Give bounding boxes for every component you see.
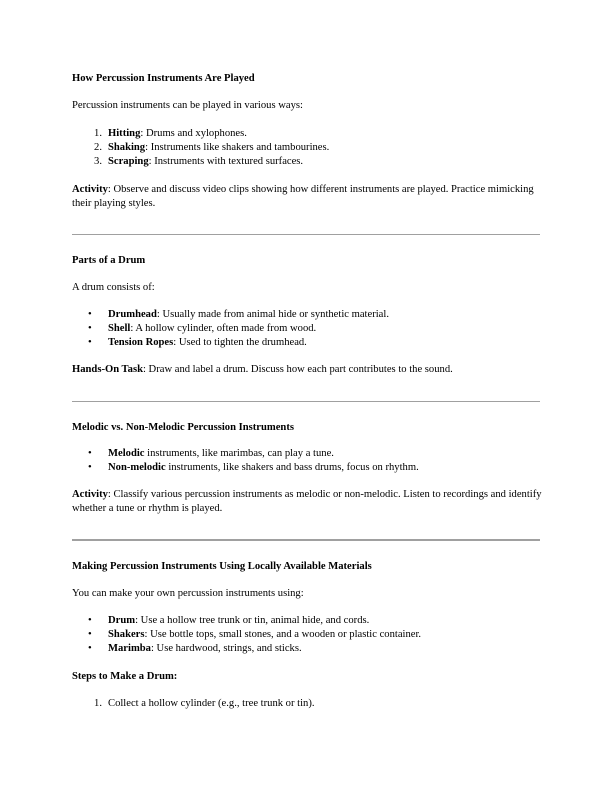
list-item (72, 336, 542, 350)
horizontal-divider (72, 401, 540, 402)
list-text: instruments, like marimbas, can play a tune. (144, 448, 334, 459)
list-text: : Use hardwood, strings, and sticks. (150, 642, 302, 654)
section-heading-making-instruments: Making Percussion Instruments Using Locally Available Materials (72, 561, 372, 572)
bullet-icon: • (88, 448, 92, 459)
list-text: : A hollow cylinder, often made from wood. (130, 322, 317, 334)
list-term: Scraping (108, 155, 149, 167)
horizontal-divider (72, 539, 540, 541)
bullet-list-drum-parts (72, 308, 542, 350)
list-text: : Instruments like shakers and tambourines. (145, 141, 330, 153)
list-term: Shakers (108, 628, 145, 640)
list-item (72, 628, 542, 642)
list-term: Marimba (108, 642, 151, 654)
task-label: Hands-On Task (72, 364, 143, 375)
list-term: Hitting (108, 128, 141, 139)
list-item (72, 308, 542, 322)
list-term: Melodic (108, 448, 145, 459)
list-term: Shell (108, 322, 131, 334)
bullet-icon: • (88, 628, 92, 640)
list-term: Shaking (108, 141, 146, 153)
list-term: Non-melodic (108, 461, 166, 473)
activity-label: Activity (72, 184, 108, 195)
list-term: Drum (108, 615, 136, 626)
bullet-icon: • (88, 642, 92, 654)
activity-paragraph-2 (72, 488, 542, 515)
list-item (72, 322, 542, 336)
bullet-list-materials (72, 614, 542, 656)
list-item (72, 155, 542, 169)
bullet-icon: • (88, 461, 92, 473)
activity-label: Activity (72, 489, 108, 500)
section-intro-how-played: Percussion instruments can be played in various ways: (72, 100, 303, 111)
numbered-list-playing-methods (72, 127, 542, 169)
list-marker: 3. (94, 155, 102, 167)
list-term: Tension Ropes (108, 336, 174, 348)
list-item (72, 141, 542, 155)
hands-on-task-paragraph (72, 363, 542, 377)
list-item (72, 127, 542, 141)
list-item (72, 447, 542, 461)
horizontal-divider (72, 234, 540, 235)
section-intro-making-instruments: You can make your own percussion instruments using: (72, 588, 304, 599)
task-text: : Draw and label a drum. Discuss how each part contributes to the sound. (142, 364, 453, 375)
list-text: : Instruments with textured surfaces. (148, 155, 304, 167)
steps-heading: Steps to Make a Drum: (72, 671, 178, 682)
section-heading-melodic: Melodic vs. Non-Melodic Percussion Instruments (72, 422, 294, 433)
list-text: : Usually made from animal hide or synthetic material. (156, 309, 389, 320)
bullet-icon: • (88, 322, 92, 334)
section-intro-parts-of-drum: A drum consists of: (72, 282, 155, 293)
list-item (72, 642, 542, 656)
activity-text: : Classify various percussion instruments as melodic or non-melodic. Listen to recordings and identify whether a tune or rhythm is played. (72, 489, 542, 514)
list-term: Drumhead (108, 309, 157, 320)
activity-text: : Observe and discuss video clips showing how different instruments are played. Practice mimicking their playing styles. (72, 184, 534, 209)
list-marker: 1. (94, 698, 102, 709)
list-text: instruments, like shakers and bass drums, focus on rhythm. (165, 461, 419, 473)
bullet-icon: • (88, 309, 92, 320)
section-heading-how-played: How Percussion Instruments Are Played (72, 73, 255, 84)
numbered-list-steps (72, 697, 542, 711)
list-item (72, 697, 542, 711)
list-text: : Drums and xylophones. (140, 128, 247, 139)
section-heading-parts-of-drum: Parts of a Drum (72, 255, 146, 266)
activity-paragraph-1 (72, 183, 542, 210)
list-marker: 1. (94, 128, 102, 139)
list-marker: 2. (94, 141, 102, 153)
list-text: : Use a hollow tree trunk or tin, animal hide, and cords. (135, 615, 370, 626)
list-item (72, 461, 542, 475)
list-text: Collect a hollow cylinder (e.g., tree trunk or tin). (108, 698, 315, 709)
bullet-icon: • (88, 336, 92, 348)
list-text: : Used to tighten the drumhead. (173, 336, 307, 348)
bullet-icon: • (88, 615, 92, 626)
list-text: : Use bottle tops, small stones, and a wooden or plastic container. (144, 628, 422, 640)
bullet-list-melodic (72, 447, 542, 475)
list-item (72, 614, 542, 628)
